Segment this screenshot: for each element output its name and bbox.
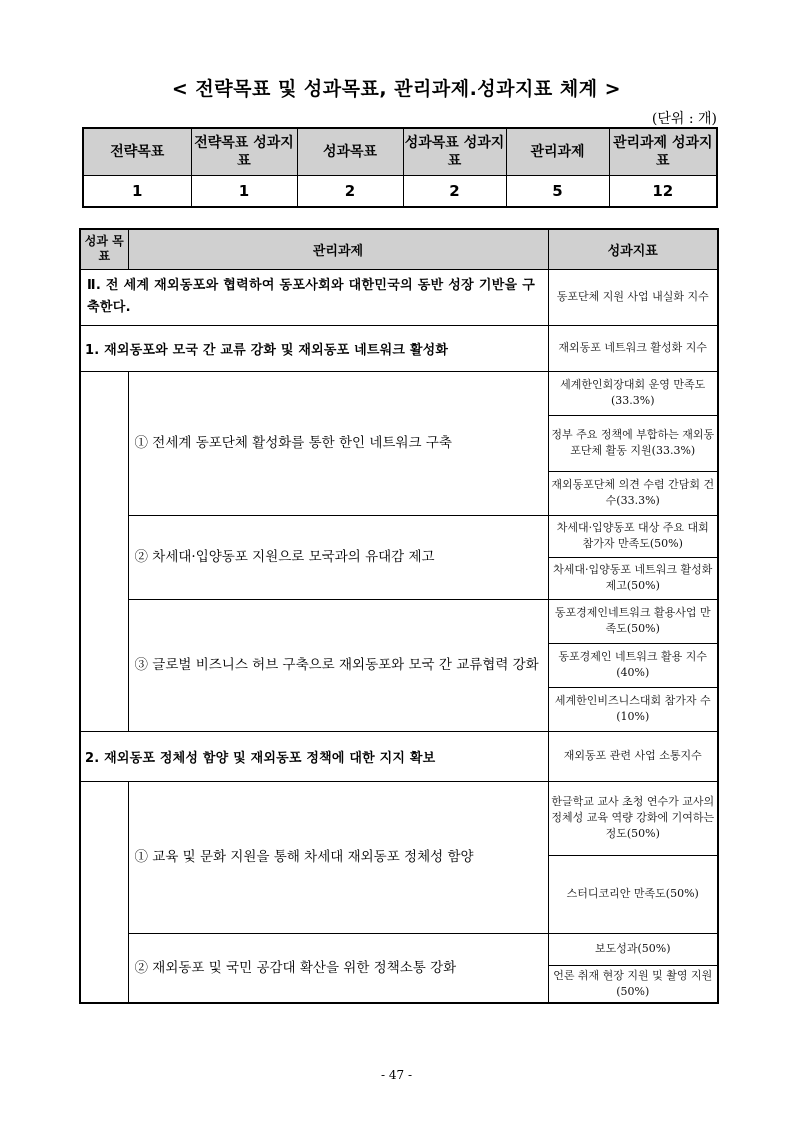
summary-value: 5 xyxy=(506,176,609,208)
page-title: < 전략목표 및 성과목표, 관리과제.성과지표 체계 > xyxy=(171,78,622,100)
summary-value-row xyxy=(83,176,717,208)
summary-header: 관리과제 xyxy=(506,128,609,176)
indicator: 스터디코리안 만족도(50%) xyxy=(548,855,718,933)
indicator: 정부 주요 정책에 부합하는 재외동포단체 활동 지원(33.3%) xyxy=(548,415,718,471)
indicator: 차세대·입양동포 대상 주요 대회 참가자 만족도(50%) xyxy=(548,515,718,557)
task-1-1: ① 전세계 동포단체 활성화를 통한 한인 네트워크 구축 xyxy=(128,371,548,515)
strategic-row xyxy=(80,269,718,325)
header-indicator: 성과지표 xyxy=(548,229,718,269)
indicator: 세계한인비즈니스대회 참가자 수(10%) xyxy=(548,687,718,731)
summary-header: 성과목표 성과지표 xyxy=(403,128,506,176)
task-2-2: ② 재외동포 및 국민 공감대 확산을 위한 정책소통 강화 xyxy=(128,933,548,1003)
summary-table xyxy=(82,127,718,208)
summary-header: 관리과제 성과지표 xyxy=(609,128,717,176)
table-row xyxy=(80,515,718,557)
goal1-title: 1. 재외동포와 모국 간 교류 강화 및 재외동포 네트워크 활성화 xyxy=(80,325,548,371)
strategic-indicator: 동포단체 지원 사업 내실화 지수 xyxy=(548,269,718,325)
goal2-spacer xyxy=(80,781,128,1003)
goal2-indicator: 재외동포 관련 사업 소통지수 xyxy=(548,731,718,781)
summary-value: 1 xyxy=(83,176,191,208)
goal2-title: 2. 재외동포 정체성 함양 및 재외동포 정책에 대한 지지 확보 xyxy=(80,731,548,781)
summary-value: 2 xyxy=(403,176,506,208)
table-row xyxy=(80,933,718,965)
summary-header: 전략목표 성과지표 xyxy=(191,128,297,176)
indicator: 언론 취재 현장 지원 및 촬영 지원(50%) xyxy=(548,965,718,1003)
summary-header: 전략목표 xyxy=(83,128,191,176)
goal1-spacer xyxy=(80,371,128,731)
summary-value: 2 xyxy=(297,176,403,208)
goal2-row xyxy=(80,731,718,781)
goal1-row xyxy=(80,325,718,371)
indicator: 세계한인회장대회 운영 만족도(33.3%) xyxy=(548,371,718,415)
strategic-goal: Ⅱ. 전 세계 재외동포와 협력하여 동포사회와 대한민국의 동반 성장 기반을 구축한다. xyxy=(80,269,548,325)
task-2-1: ① 교육 및 문화 지원을 통해 차세대 재외동포 정체성 함양 xyxy=(128,781,548,933)
task-1-3: ③ 글로벌 비즈니스 허브 구축으로 재외동포와 모국 간 교류협력 강화 xyxy=(128,599,548,731)
task-1-2: ② 차세대·입양동포 지원으로 모국과의 유대감 제고 xyxy=(128,515,548,599)
indicator: 차세대·입양동포 네트워크 활성화 제고(50%) xyxy=(548,557,718,599)
table-row xyxy=(80,781,718,855)
goal1-indicator: 재외동포 네트워크 활성화 지수 xyxy=(548,325,718,371)
summary-value: 12 xyxy=(609,176,717,208)
summary-value: 1 xyxy=(191,176,297,208)
summary-header: 성과목표 xyxy=(297,128,403,176)
summary-header-row xyxy=(83,128,717,176)
indicator: 한글학교 교사 초청 연수가 교사의 정체성 교육 역량 강화에 기여하는 정도(50%) xyxy=(548,781,718,855)
header-task: 관리과제 xyxy=(128,229,548,269)
table-row xyxy=(80,599,718,643)
main-header-row xyxy=(80,229,718,269)
header-goal: 성과 목표 xyxy=(80,229,128,269)
page-number: - 47 - xyxy=(380,1068,412,1082)
indicator: 보도성과(50%) xyxy=(548,933,718,965)
main-table xyxy=(79,228,719,1004)
indicator: 동포경제인 네트워크 활용 지수(40%) xyxy=(548,643,718,687)
table-row xyxy=(80,371,718,415)
indicator: 동포경제인네트워크 활용사업 만족도(50%) xyxy=(548,599,718,643)
unit-label: (단위 : 개) xyxy=(651,111,717,127)
indicator: 재외동포단체 의견 수렴 간담회 건수(33.3%) xyxy=(548,471,718,515)
